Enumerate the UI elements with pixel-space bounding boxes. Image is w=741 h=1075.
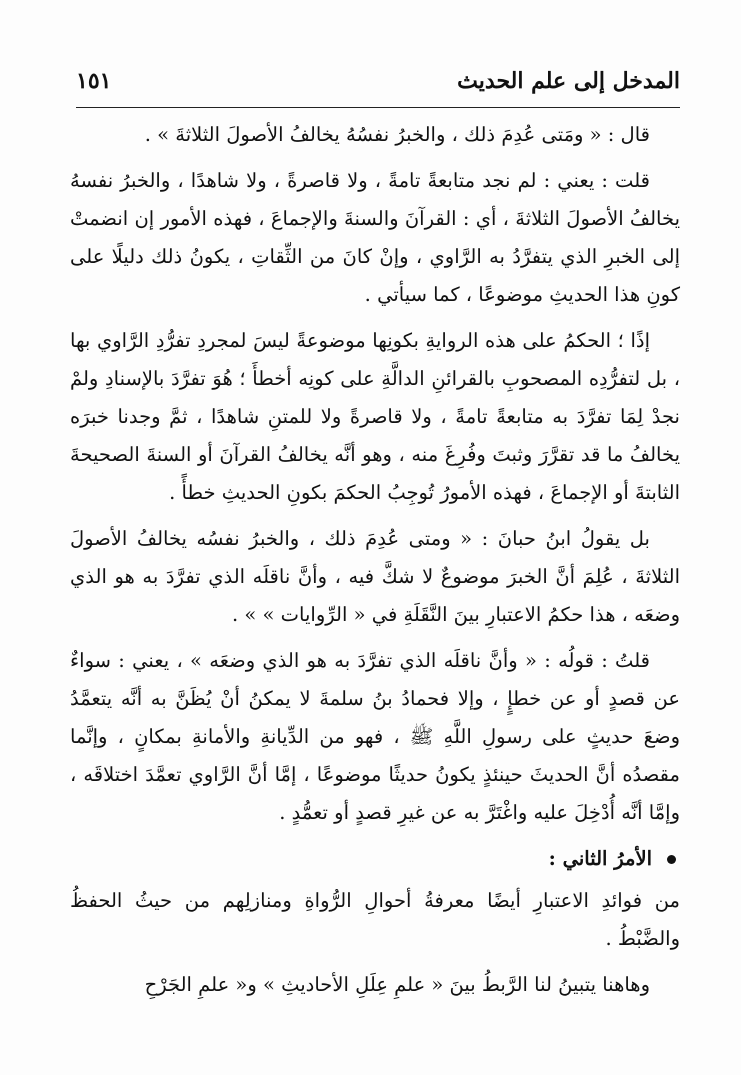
bullet-icon (667, 855, 676, 864)
paragraph-commentary: قلت : يعني : لم نجد متابعةً تامةً ، ولا قاصرةً ، ولا شاهدًا ، والخبرُ نفسهُ يخالفُ الأصولَ الثلاثةَ ، أي : القرآنَ والسنةَ والإجماعَ ، فهذه الأمور إن انضمتْ إلى الخبرِ الذي يتفرَّدُ به الرَّاوي ، وإنْ كانَ من الثِّقاتِ ، يكونُ ذلك دليلًا على كونِ هذا الحديثِ موضوعًا ، كما سيأتي . (70, 169, 680, 306)
page-header (76, 58, 680, 108)
paragraph-ruling: إذًا ؛ الحكمُ على هذه الروايةِ بكونِها موضوعةً ليسَ لمجردِ تفرُّدِ الرَّاوي بها ، بل لتفرُّدِه المصحوبِ بالقرائنِ الدالَّةِ على كونِه أخطأَ ؛ هُوَ تفرَّدَ بالإسنادِ ولمْ نجدْ لِمَا تفرَّدَ به متابعةً تامةً ، ولا قاصرةً ولا للمتنِ شاهدًا ، ثمَّ وجدنا خبرَه يخالفُ ما قد تقرَّرَ وثبتَ وفُرِغَ منه ، وهو أنَّه يخالفُ القرآنَ أو السنةَ الصحيحةَ الثابتةَ أو الإجماعَ ، فهذه الأمورُ تُوجِبُ الحكمَ بكونِ الحديثِ خطأً . (70, 329, 680, 504)
paragraph-quote: قال : « ومَتى عُدِمَ ذلك ، والخبرُ نفسُهُ يخالفُ الأصولَ الثلاثةَ » . (144, 123, 650, 146)
section-heading (70, 840, 680, 878)
header-rule (76, 107, 680, 108)
page-number: ١٥١ (76, 68, 112, 94)
paragraph-ibn-hibban: بل يقولُ ابنُ حبانَ : « ومتى عُدِمَ ذلك ، والخبرُ نفسُه يخالفُ الأصولَ الثلاثةَ ، عُلِمَ أنَّ الخبرَ موضوعٌ لا شكَّ فيه ، وأنَّ ناقلَه الذي تفرَّدَ به هو الذي وضعَه ، هذا حكمُ الاعتبارِ بينَ النَّقَلَةِ في « الرِّوايات » » . (70, 527, 680, 626)
paragraph-explanation: قلتُ : قولُه : « وأنَّ ناقلَه الذي تفرَّدَ به هو الذي وضعَه » ، يعني : سواءٌ عن قصدٍ أو عن خطإٍ ، وإلا فحمادُ بنُ سلمةَ لا يمكنُ أنْ يُظَنَّ به أنَّه يتعمَّدُ وضعَ حديثٍ على رسولِ اللَّهِ ﷺ ، فهو من الدِّيانةِ والأمانةِ بمكانٍ ، وإنَّما مقصدُه أنَّ الحديثَ حينئذٍ يكونُ حديثًا موضوعًا ، إمَّا أنَّ الرَّاوي تعمَّدَ اختلاقَه ، وإمَّا أنَّه أُدْخِلَ عليه واغْتَرَّ به عن غيرِ قصدٍ أو تعمُّدٍ . (70, 649, 680, 824)
paragraph-continuation: وهاهنا يتبينُ لنا الرَّبطُ بينَ « علمِ عِلَلِ الأحاديثِ » و« علمِ الجَرْحِ (144, 973, 650, 996)
paragraph-benefit: من فوائدِ الاعتبارِ أيضًا معرفةُ أحوالِ الرُّواةِ ومنازلِهم من حيثُ الحفظُ والضَّبْطُ . (70, 889, 680, 950)
page-body (70, 116, 680, 1012)
running-title: المدخل إلى علم الحديث (457, 68, 680, 94)
section-heading-text: الأمرُ الثاني : (548, 847, 652, 870)
